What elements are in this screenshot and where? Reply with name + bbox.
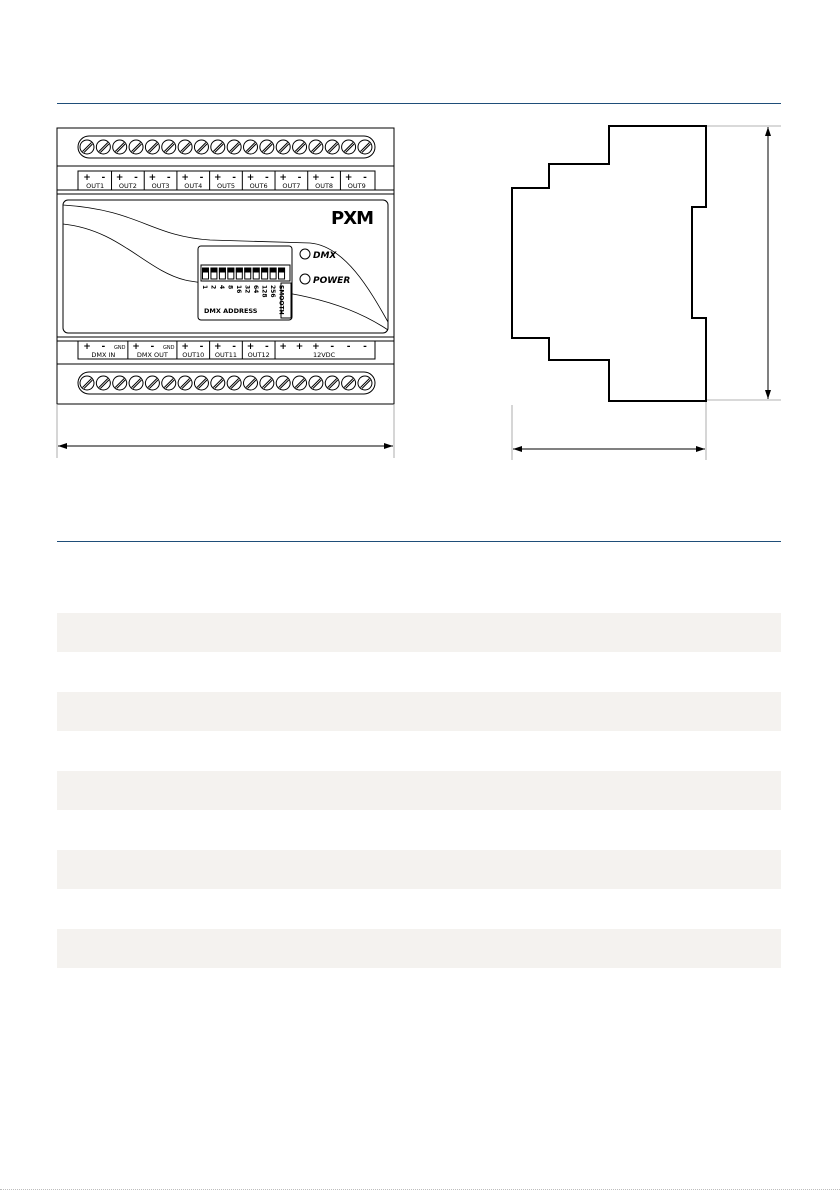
dip-switch-label: 1	[201, 285, 209, 290]
slotted-screw-icon[interactable]	[194, 376, 208, 390]
terminal-polarity-label: +	[279, 173, 287, 183]
bottom-terminal-screws	[80, 376, 372, 390]
slotted-screw-icon[interactable]	[178, 376, 192, 390]
slotted-screw-icon[interactable]	[113, 376, 127, 390]
dip-switch[interactable]	[227, 268, 234, 289]
terminal-group-label: 12VDC	[312, 351, 336, 359]
slotted-screw-icon[interactable]	[227, 140, 241, 154]
table-cell	[57, 731, 419, 771]
dip-switch-lever	[236, 268, 242, 272]
terminal-polarity-label: -	[232, 173, 237, 183]
led-dmx	[300, 249, 337, 261]
terminal-polarity-label: +	[83, 342, 91, 352]
led-label: DMX	[313, 251, 337, 261]
front-width-dimension	[57, 404, 394, 458]
table-row	[57, 929, 781, 968]
slotted-screw-icon[interactable]	[145, 376, 159, 390]
terminal-polarity-label: -	[264, 342, 269, 352]
table-cell	[419, 573, 781, 613]
terminal-polarity-label: -	[297, 173, 302, 183]
specification-table	[57, 573, 781, 968]
slotted-screw-icon[interactable]	[96, 376, 110, 390]
table-row	[57, 613, 781, 652]
dip-switch-label: 2	[209, 285, 217, 290]
slotted-screw-icon[interactable]	[358, 140, 372, 154]
table-cell	[419, 692, 781, 731]
table-cell	[419, 929, 781, 968]
table-cell	[419, 613, 781, 652]
table-cell	[57, 929, 419, 968]
top-terminal-labels	[83, 171, 367, 190]
terminal-group-label: OUT3	[151, 182, 170, 190]
section-rule-bottom	[57, 541, 781, 542]
dip-switch-label: 32	[243, 285, 251, 294]
table-row	[57, 850, 781, 889]
slotted-screw-icon[interactable]	[276, 140, 290, 154]
dip-switch-label: 8	[226, 285, 234, 290]
dip-switch-lever	[211, 268, 217, 272]
table-cell	[419, 771, 781, 810]
slotted-screw-icon[interactable]	[145, 140, 159, 154]
slotted-screw-icon[interactable]	[80, 376, 94, 390]
top-terminal-screws	[80, 140, 372, 154]
table-cell	[57, 889, 419, 929]
terminal-polarity-label: -	[346, 342, 351, 352]
terminal-polarity-label: -	[150, 342, 155, 352]
slotted-screw-icon[interactable]	[194, 140, 208, 154]
side-profile-outline	[512, 126, 706, 401]
terminal-polarity-label: +	[279, 342, 287, 352]
dip-switch-label: 16	[235, 285, 242, 294]
terminal-group-label: OUT2	[118, 182, 137, 190]
terminal-group-label: OUT9	[347, 182, 366, 190]
terminal-group-label: DMX IN	[91, 351, 116, 359]
dip-switch-lever	[219, 268, 225, 272]
led-indicator-icon	[300, 274, 310, 284]
terminal-polarity-label: +	[214, 342, 222, 352]
page-bottom-edge	[0, 1189, 840, 1190]
terminal-polarity-label: -	[330, 342, 335, 352]
dip-switch-lever	[262, 268, 268, 272]
table-row	[57, 810, 781, 850]
terminal-group-label: OUT4	[184, 182, 203, 190]
dip-switch-label: 4	[218, 285, 226, 290]
table-row	[57, 889, 781, 929]
slotted-screw-icon[interactable]	[293, 140, 307, 154]
table-cell	[57, 771, 419, 810]
dip-switch-label: 128	[260, 285, 268, 298]
dip-switch[interactable]	[218, 268, 225, 289]
brand-logo: PXM	[331, 208, 373, 229]
slotted-screw-icon[interactable]	[211, 376, 225, 390]
dip-switch-lever	[203, 268, 209, 272]
terminal-polarity-label: +	[312, 173, 320, 183]
dimension-drawings	[0, 0, 840, 470]
slotted-screw-icon[interactable]	[162, 376, 176, 390]
terminal-group-label: OUT10	[182, 351, 205, 359]
slotted-screw-icon[interactable]	[260, 140, 274, 154]
side-view	[512, 126, 706, 401]
terminal-group-label: OUT5	[216, 182, 235, 190]
slotted-screw-icon[interactable]	[96, 140, 110, 154]
slotted-screw-icon[interactable]	[244, 140, 258, 154]
dip-switch-lever	[228, 268, 234, 272]
terminal-polarity-label: +	[132, 342, 140, 352]
table-row	[57, 573, 781, 613]
terminal-polarity-label: +	[295, 342, 304, 352]
table-cell	[57, 810, 419, 850]
dimension-arrow-icon	[513, 446, 522, 452]
slotted-screw-icon[interactable]	[80, 140, 94, 154]
slotted-screw-icon[interactable]	[309, 140, 323, 154]
dip-switch-label: 256	[268, 285, 276, 298]
terminal-polarity-label: +	[181, 173, 189, 183]
slotted-screw-icon[interactable]	[342, 140, 356, 154]
terminal-polarity-label: +	[181, 342, 189, 352]
table-cell	[57, 850, 419, 889]
slotted-screw-icon[interactable]	[358, 376, 372, 390]
dip-switch-caption: DMX ADDRESS	[204, 307, 258, 315]
dimension-arrow-icon	[384, 443, 393, 449]
side-depth-dimension	[512, 402, 706, 460]
slotted-screw-icon[interactable]	[113, 140, 127, 154]
terminal-group-label: OUT6	[249, 182, 268, 190]
terminal-polarity-label: -	[101, 342, 106, 352]
terminal-polarity-label: +	[344, 173, 353, 183]
terminal-polarity-label: +	[115, 173, 124, 183]
terminal-polarity-label: -	[363, 342, 367, 352]
dip-switch-label: 64	[251, 285, 259, 294]
table-cell	[419, 889, 781, 929]
slotted-screw-icon[interactable]	[276, 376, 290, 390]
table-cell	[57, 652, 419, 692]
table-row	[57, 692, 781, 731]
table-row	[57, 652, 781, 692]
side-height-dimension	[707, 126, 781, 400]
front-view	[57, 128, 394, 404]
dimension-arrow-icon	[765, 127, 771, 136]
dimension-arrow-icon	[765, 390, 771, 399]
slotted-screw-icon[interactable]	[325, 376, 339, 390]
terminal-polarity-label: +	[148, 173, 157, 183]
slotted-screw-icon[interactable]	[325, 140, 339, 154]
table-cell	[57, 692, 419, 731]
terminal-polarity-label: +	[312, 342, 320, 352]
terminal-group-label: OUT1	[86, 182, 105, 190]
dip-switch[interactable]	[201, 268, 208, 289]
terminal-group-label: OUT11	[214, 351, 238, 359]
led-power	[300, 274, 350, 286]
dip-switch-block	[198, 246, 292, 320]
dip-switch-lever	[279, 268, 285, 272]
terminal-polarity-label: -	[232, 342, 237, 352]
slotted-screw-icon[interactable]	[244, 376, 258, 390]
slotted-screw-icon[interactable]	[342, 376, 356, 390]
terminal-group-label: OUT8	[315, 182, 334, 190]
terminal-polarity-label: -	[166, 173, 171, 183]
bottom-terminal-labels	[83, 341, 367, 359]
dimension-arrow-icon	[58, 443, 67, 449]
table-cell	[57, 613, 419, 652]
terminal-polarity-label: GND	[163, 345, 175, 351]
table-cell	[419, 850, 781, 889]
slotted-screw-icon[interactable]	[309, 376, 323, 390]
terminal-group-label: OUT7	[282, 182, 301, 190]
led-indicator-icon	[300, 249, 310, 259]
terminal-polarity-label: -	[363, 173, 367, 183]
terminal-polarity-label: -	[264, 173, 269, 183]
terminal-polarity-label: +	[246, 342, 255, 352]
dimension-arrow-icon	[696, 446, 705, 452]
dip-switch-label: SMOOTH	[277, 285, 285, 315]
slotted-screw-icon[interactable]	[260, 376, 274, 390]
dip-switch-lever	[270, 268, 276, 272]
dip-switch-lever	[253, 268, 259, 272]
dip-switch-lever	[245, 268, 251, 272]
table-cell	[57, 573, 419, 613]
terminal-polarity-label: +	[83, 173, 91, 183]
terminal-polarity-label: -	[199, 342, 204, 352]
slotted-screw-icon[interactable]	[211, 140, 225, 154]
table-cell	[419, 731, 781, 771]
terminal-group-label: DMX OUT	[136, 351, 168, 359]
slotted-screw-icon[interactable]	[227, 376, 241, 390]
terminal-polarity-label: +	[246, 173, 255, 183]
terminal-group-label: OUT12	[247, 351, 270, 359]
terminal-polarity-label: -	[330, 173, 335, 183]
table-row	[57, 771, 781, 810]
terminal-polarity-label: -	[101, 173, 106, 183]
dip-switch[interactable]	[210, 268, 217, 289]
table-cell	[419, 652, 781, 692]
table-cell	[419, 810, 781, 850]
slotted-screw-icon[interactable]	[162, 140, 176, 154]
slotted-screw-icon[interactable]	[129, 140, 143, 154]
slotted-screw-icon[interactable]	[293, 376, 307, 390]
led-label: POWER	[313, 276, 351, 286]
slotted-screw-icon[interactable]	[178, 140, 192, 154]
table-row	[57, 731, 781, 771]
terminal-polarity-label: GND	[113, 345, 126, 351]
slotted-screw-icon[interactable]	[129, 376, 143, 390]
terminal-polarity-label: +	[214, 173, 222, 183]
terminal-polarity-label: -	[134, 173, 138, 183]
terminal-polarity-label: -	[199, 173, 204, 183]
